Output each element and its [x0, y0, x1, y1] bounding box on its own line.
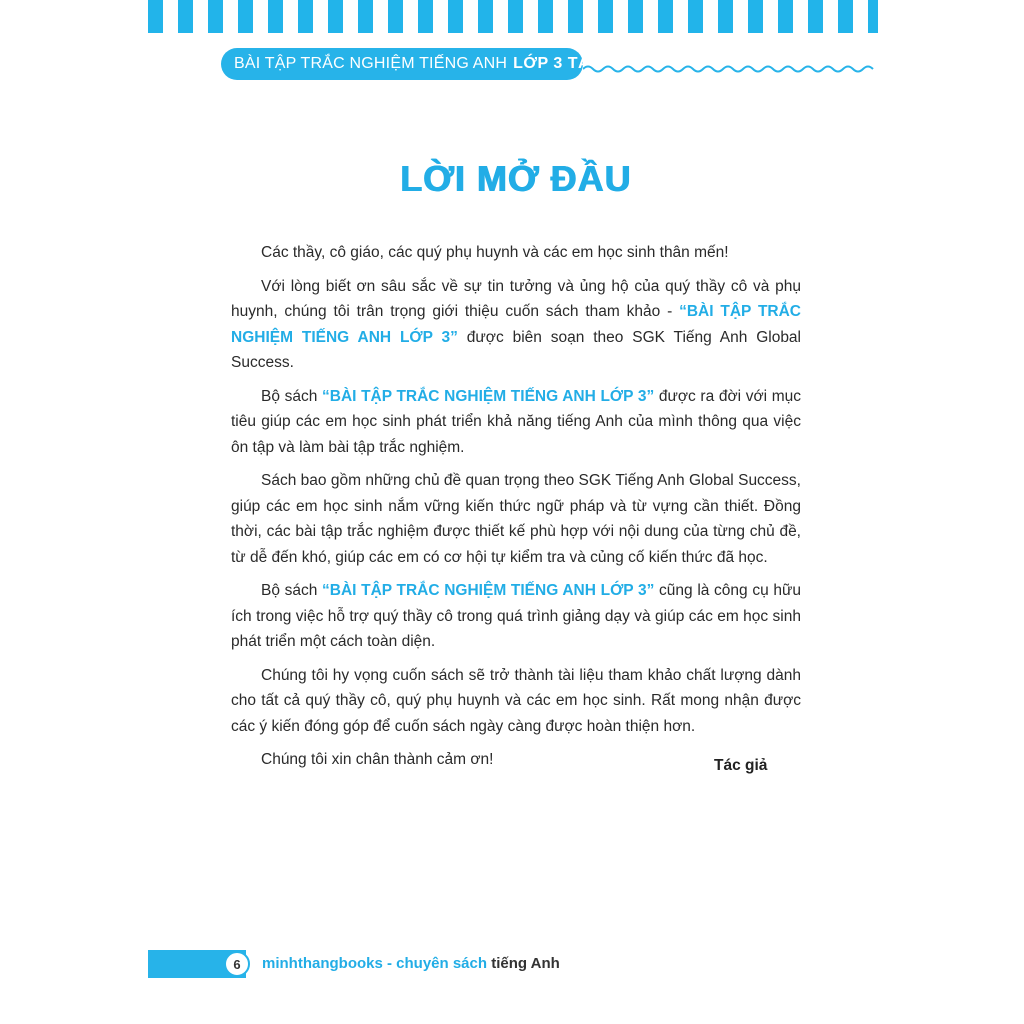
book-title-highlight: “BÀI TẬP TRẮC NGHIỆM TIẾNG ANH LỚP 3” [322, 582, 655, 599]
paragraph-text: Bộ sách [261, 387, 322, 405]
footer-brand [262, 955, 560, 972]
page-title: LỜI MỞ ĐẦU [400, 158, 632, 199]
book-title-highlight: “BÀI TẬP TRẮC NGHIỆM TIẾNG ANH LỚP 3” [322, 387, 655, 405]
header-banner-title: BÀI TẬP TRẮC NGHIỆM TIẾNG ANH [234, 55, 508, 72]
paragraph-text: Bộ sách [261, 582, 323, 599]
top-stripe-decoration [148, 0, 878, 33]
page-number: 6 [224, 951, 250, 977]
paragraph-introduction [231, 274, 801, 376]
paragraph-greeting: Các thầy, cô giáo, các quý phụ huynh và các em học sinh thân mến! [261, 244, 729, 261]
paragraph-contents: Sách bao gồm những chủ đề quan trọng theo SGK Tiếng Anh Global Success, giúp các em học sinh nắm vững kiến thức ngữ pháp và từ vựng cần thiết. Đồng thời, các bài tập trắc nghiệm được thiết kế phù hợp với nội dung của từng chủ đề, từ dễ đến khó, giúp các em có cơ hội tự kiểm tra và củng cố kiến thức đã học. [231, 472, 801, 566]
footer-brand-subject: tiếng Anh [491, 955, 560, 972]
book-title-highlight: “BÀI TẬP TRẮC NGHIỆM TIẾNG ANH LỚP 3” [231, 303, 801, 346]
preface-body [231, 240, 801, 781]
paragraph-text: được biên soạn theo SGK Tiếng Anh Global Success. [231, 328, 801, 371]
paragraph-text: cũng là công cụ hữu ích trong việc hỗ trợ quý thầy cô trong quá trình giảng dạy và giúp các em học sinh phát triển một cách toàn diện. [231, 582, 801, 650]
wave-line-decoration [583, 62, 878, 76]
paragraph-text: được ra đời với mục tiêu giúp các em học sinh phát triển khả năng tiếng Anh của mình thông qua việc ôn tập và làm bài tập trắc nghiệm. [231, 387, 802, 456]
header-banner [221, 48, 616, 80]
author-signature: Tác giả [714, 757, 768, 774]
paragraph-thanks: Chúng tôi xin chân thành cảm ơn! [261, 751, 494, 768]
footer-brand-name: minhthangbooks - chuyên sách [262, 955, 488, 972]
paragraph-usefulness [231, 578, 801, 655]
paragraph-hope: Chúng tôi hy vọng cuốn sách sẽ trở thành tài liệu tham khảo chất lượng dành cho tất cả quý thầy cô, quý phụ huynh và các em học sinh. Rất mong nhận được các ý kiến đóng góp để cuốn sách ngày càng được hoàn thiện hơn. [231, 666, 801, 735]
paragraph-text: Với lòng biết ơn sâu sắc về sự tin tưởng và ủng hộ của quý thầy cô và phụ huynh, chúng tôi trân trọng giới thiệu cuốn sách tham khảo - [231, 277, 801, 320]
paragraph-purpose [231, 384, 801, 461]
header-banner-grade: LỚP 3 TẬP 2 [513, 55, 616, 72]
